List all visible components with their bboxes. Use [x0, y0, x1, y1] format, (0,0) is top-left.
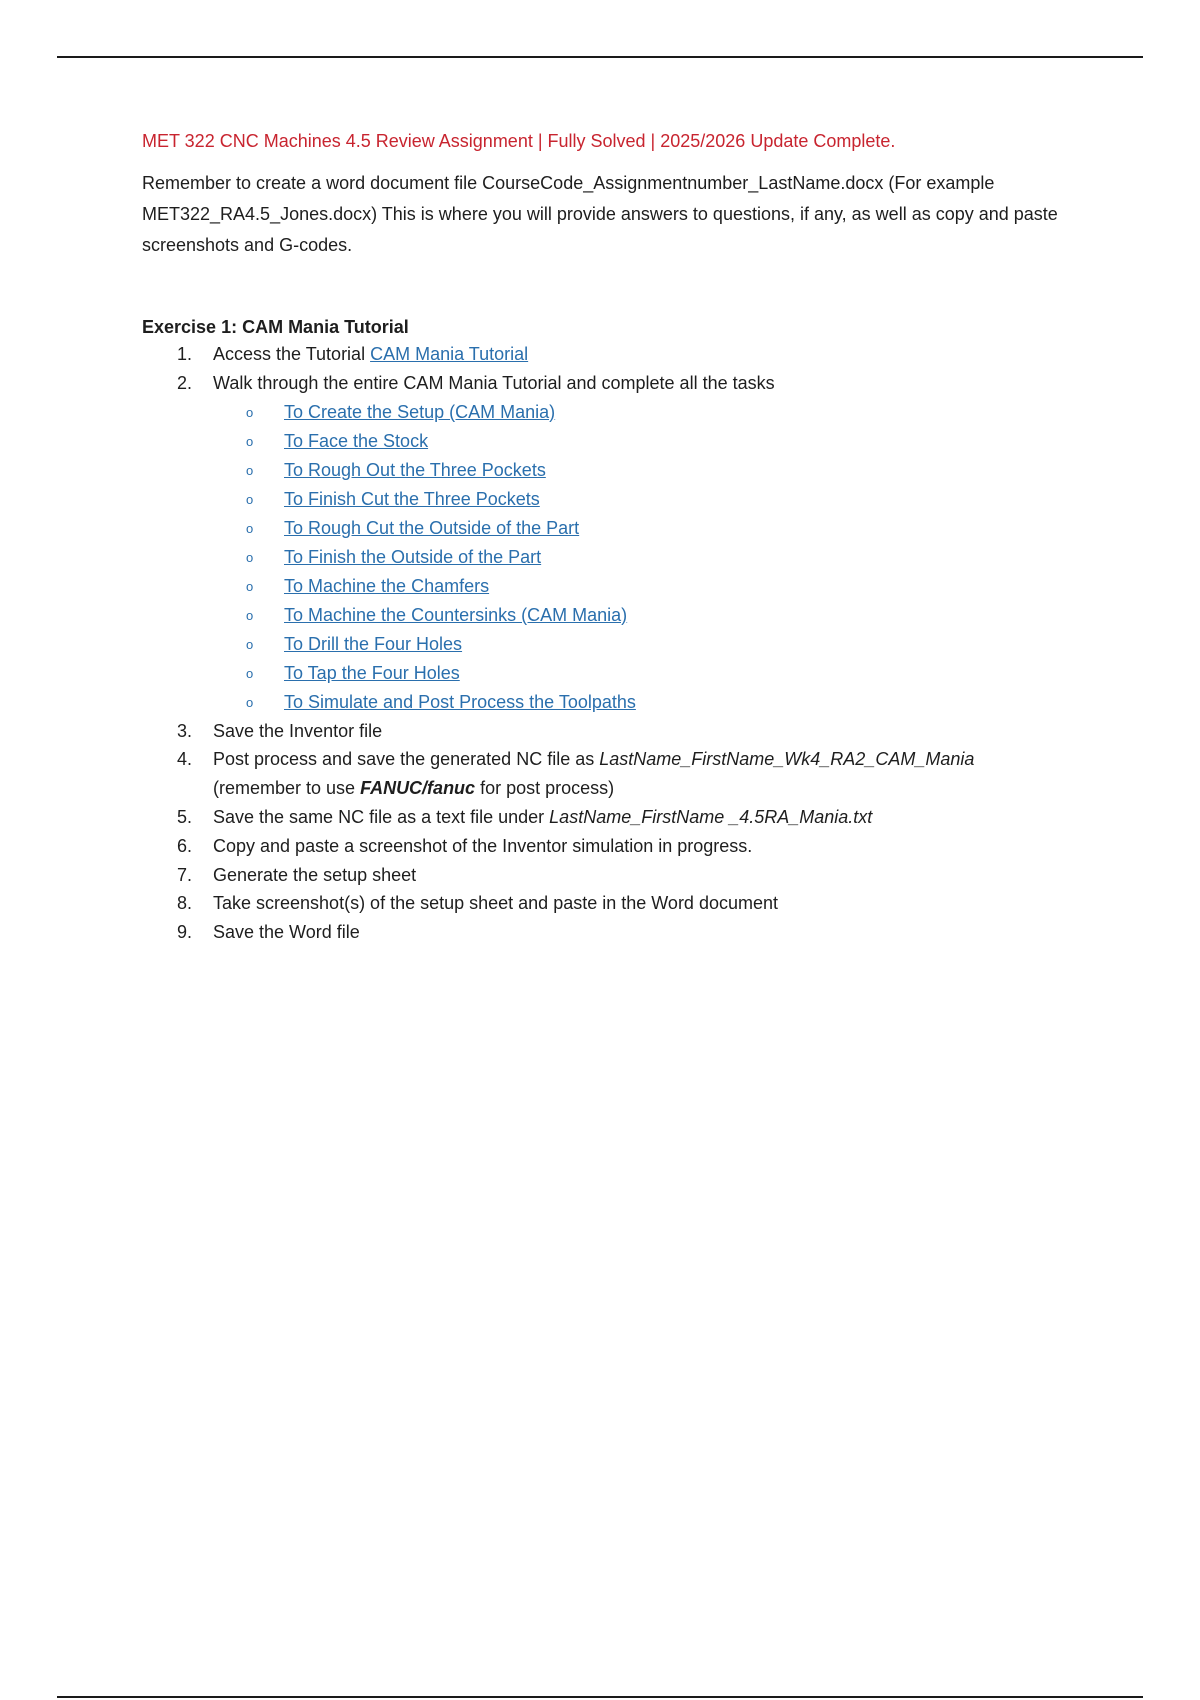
- step-number: 4.: [177, 749, 193, 770]
- subtask-link[interactable]: To Finish the Outside of the Part: [284, 546, 542, 567]
- step-3: [142, 717, 1072, 746]
- subtask-item: [142, 572, 1072, 601]
- step-text: Generate the setup sheet: [213, 864, 417, 885]
- step-7: [142, 861, 1072, 890]
- step-number: 3.: [177, 720, 193, 741]
- subtask-item: [142, 398, 1072, 427]
- subtask-link[interactable]: To Drill the Four Holes: [284, 633, 463, 654]
- steps-list: [142, 340, 1072, 398]
- subtask-item: [142, 543, 1072, 572]
- step-8: [142, 889, 1072, 918]
- step-text: Take screenshot(s) of the setup sheet and paste in the Word document: [213, 893, 778, 914]
- subtask-item: [142, 659, 1072, 688]
- step-number: 2.: [177, 372, 193, 393]
- step-text: (remember to use: [213, 778, 361, 799]
- circle-bullet-icon: o: [246, 520, 254, 536]
- subtask-item: [142, 688, 1072, 717]
- subtask-link[interactable]: To Finish Cut the Three Pockets: [284, 488, 540, 509]
- step-9: [142, 918, 1072, 947]
- step-text: Save the Word file: [213, 922, 360, 943]
- step-6: [142, 832, 1072, 861]
- circle-bullet-icon: o: [246, 404, 254, 420]
- cam-mania-tutorial-link[interactable]: CAM Mania Tutorial: [370, 344, 529, 364]
- post-processor-name: FANUC/fanuc: [360, 778, 481, 799]
- step-number: 9.: [177, 922, 193, 943]
- step-number: 1.: [177, 344, 193, 364]
- subtask-item: [142, 485, 1072, 514]
- subtask-item: [142, 601, 1072, 630]
- step-text: for post process): [480, 778, 615, 799]
- subtask-link[interactable]: To Tap the Four Holes: [284, 662, 460, 683]
- circle-bullet-icon: o: [246, 433, 254, 449]
- steps-list-continued: [142, 717, 1072, 947]
- subtask-link[interactable]: To Rough Out the Three Pockets: [284, 459, 546, 480]
- circle-bullet-icon: o: [246, 578, 254, 594]
- step-text: Save the same NC file as a text file under: [213, 806, 550, 827]
- step-1: [142, 340, 1072, 369]
- step-4: [142, 745, 1072, 803]
- subtask-link[interactable]: To Simulate and Post Process the Toolpaths: [284, 691, 636, 712]
- subtask-list: [142, 398, 1072, 717]
- subtask-link[interactable]: To Create the Setup (CAM Mania): [284, 401, 556, 422]
- step-number: 5.: [177, 806, 193, 827]
- bottom-rule: [57, 1696, 1143, 1698]
- subtask-link[interactable]: To Face the Stock: [284, 430, 429, 451]
- step-text: Save the Inventor file: [213, 720, 383, 741]
- intro-paragraph: Remember to create a word document file CourseCode_Assignmentnumber_LastName.docx (For example MET322_RA4.5_Jones.docx) This is where you will provide answers to questions, if any, as well as copy and paste screenshots and G-codes.: [142, 173, 1058, 255]
- step-text: Walk through the entire CAM Mania Tutorial and complete all the tasks: [213, 372, 775, 393]
- text-file-name: LastName_FirstName _4.5RA_Mania.txt: [549, 806, 873, 827]
- subtask-item: [142, 514, 1072, 543]
- step-number: 6.: [177, 835, 193, 856]
- nc-file-name: LastName_FirstName_Wk4_RA2_CAM_Mania: [599, 749, 975, 770]
- step-5: [142, 803, 1072, 832]
- step-text: Post process and save the generated NC file as: [213, 749, 600, 770]
- circle-bullet-icon: o: [246, 694, 254, 710]
- circle-bullet-icon: o: [246, 636, 254, 652]
- step-number: 7.: [177, 864, 193, 885]
- circle-bullet-icon: o: [246, 549, 254, 565]
- step-text: Access the Tutorial: [213, 344, 371, 364]
- step-text: Copy and paste a screenshot of the Inventor simulation in progress.: [213, 835, 753, 856]
- circle-bullet-icon: o: [246, 462, 254, 478]
- subtask-link[interactable]: To Machine the Chamfers: [284, 575, 490, 596]
- subtask-item: [142, 630, 1072, 659]
- exercise-heading: Exercise 1: CAM Mania Tutorial: [142, 317, 409, 337]
- step-2: [142, 369, 1072, 398]
- circle-bullet-icon: o: [246, 491, 254, 507]
- subtask-link[interactable]: To Machine the Countersinks (CAM Mania): [284, 604, 628, 625]
- subtask-link[interactable]: To Rough Cut the Outside of the Part: [284, 517, 580, 538]
- step-number: 8.: [177, 893, 193, 914]
- circle-bullet-icon: o: [246, 665, 254, 681]
- document-body: [142, 128, 1072, 947]
- circle-bullet-icon: o: [246, 607, 254, 623]
- subtask-item: [142, 427, 1072, 456]
- top-rule: [57, 56, 1143, 58]
- document-title: MET 322 CNC Machines 4.5 Review Assignment | Fully Solved | 2025/2026 Update Complete.: [142, 131, 896, 151]
- subtask-item: [142, 456, 1072, 485]
